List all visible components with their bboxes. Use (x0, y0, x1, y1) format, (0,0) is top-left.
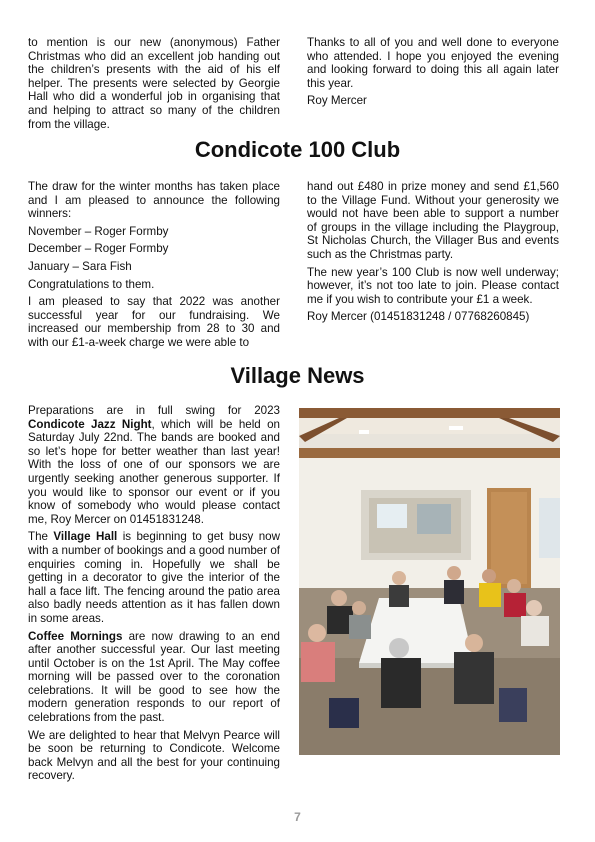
page-number: 7 (294, 810, 301, 824)
news-column (28, 404, 280, 787)
winner-december: December – Roger Formby (28, 242, 169, 256)
coffee-mornings-paragraph: Coffee Mornings are now drawing to an end after another successful year. Our last meeting until October is on the 1st April. The May coffee morning will be passed over to the coronation celebrations. It will be good to see how the modern generation responds to our report of celebrations from the past. (28, 629, 280, 725)
melvyn-paragraph: We are delighted to hear that Melvyn Pearce will be soon be returning to Condicote. Welcome back Melvyn and all the best for your continuing recovery. (28, 728, 280, 783)
club-intro: The draw for the winter months has taken place and I am pleased to announce the following winners: (28, 180, 280, 221)
village-hall-photo (299, 408, 560, 755)
continued-article-right (307, 36, 559, 112)
thanks-paragraph: Thanks to all of you and well done to everyone who attended. I hope you enjoyed the evening and looking forward to doing this all again later this year. (307, 36, 559, 90)
club-contact: Roy Mercer (01451831248 / 07768260845) (307, 310, 530, 324)
congratulations: Congratulations to them. (28, 277, 155, 291)
father-christmas-paragraph: to mention is our new (anonymous) Father Christmas who did an excellent job handing out the children’s presents with the aid of his elf helper. The presents were selected by Georgie Hall who did a wonderful job in organising that and helping to attract so many of the children from the village. (28, 36, 280, 131)
jazz-night-paragraph: Preparations are in full swing for 2023 Condicote Jazz Night, which will be held on Saturday July 22nd. The bands are booked and so let’s hope for better weather than last year! With the loss of one of our sponsors we are urgently seeking another generous supporter. If you would like to sponsor our event or if you know of somebody who would please contact me, Roy Mercer on 01451831248. (28, 404, 280, 526)
club-heading: Condicote 100 Club (194, 137, 401, 162)
continued-article-left (28, 36, 280, 135)
signature: Roy Mercer (307, 94, 367, 108)
club-right-column (307, 180, 559, 328)
winner-january: January – Sara Fish (28, 259, 132, 273)
news-heading: Village News (230, 363, 365, 388)
club-left-column (28, 180, 280, 354)
fundraising-paragraph-continued: hand out £480 in prize money and send £1,560 to the Village Fund. Without your generosity we would not have been able to support a number of groups in the village including the Playgroup, St Nicholas Church, the Villager Bus and events such as the Christmas party. (307, 180, 559, 261)
winner-november: November – Roger Formby (28, 224, 169, 238)
village-hall-paragraph: The Village Hall is beginning to get busy now with a number of bookings and a good number of enquiries coming in. Hopefully we shall be getting in a decorator to give the interior of the hall a face lift. The fencing around the patio area also badly needs attention as it has fallen down in some areas. (28, 530, 281, 625)
new-year-paragraph: The new year’s 100 Club is now well underway; however, it’s not too late to join. Please contact me if you wish to contribute your £1 a week. (307, 265, 559, 306)
fundraising-paragraph: I am pleased to say that 2022 was another successful year for our fundraising. We increased our membership from 28 to 30 and with our £1-a-week charge we were able to (28, 295, 280, 349)
